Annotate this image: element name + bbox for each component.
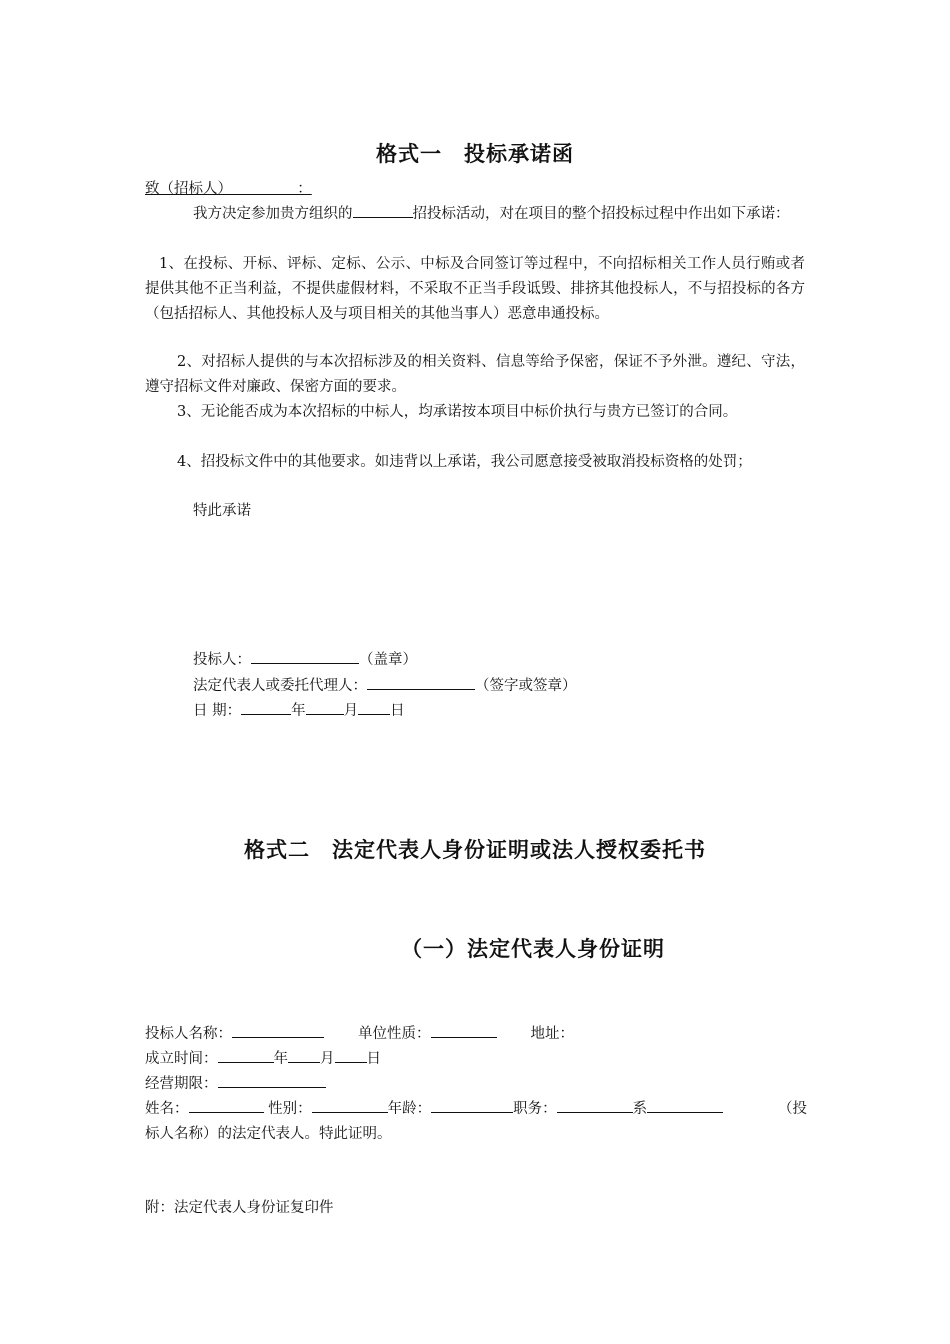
is-label: 系 xyxy=(632,1101,648,1117)
unit-nature-blank xyxy=(431,1022,497,1038)
gender-blank xyxy=(312,1097,388,1113)
commitment-item-3: 3、无论能否成为本次招标的中标人，均承诺按本项目中标价执行与贵方已签订的合同。 xyxy=(177,404,738,420)
gender-label: 性别： xyxy=(268,1101,312,1117)
bidder-name-blank xyxy=(232,1022,324,1038)
addressee-line xyxy=(145,177,312,202)
section2-subtitle: （一）法定代表人身份证明 xyxy=(401,937,665,961)
certification-line: 标人名称）的法定代表人。特此证明。 xyxy=(145,1126,392,1142)
date-line xyxy=(193,699,405,724)
addressee-text: 致（招标人） ： xyxy=(145,181,312,197)
intro-text-a: 我方决定参加贵方组织的 xyxy=(193,206,353,222)
position-blank xyxy=(557,1097,633,1113)
day-blank xyxy=(358,699,390,715)
company-blank xyxy=(647,1097,723,1113)
established-year-label: 年 xyxy=(273,1051,288,1067)
bidder-signature-line xyxy=(193,648,417,673)
year-blank xyxy=(241,699,291,715)
bidder-info-line xyxy=(145,1022,574,1047)
name-blank xyxy=(189,1097,264,1113)
section2-title: 格式二 法定代表人身份证明或法人授权委托书 xyxy=(244,838,706,862)
project-blank xyxy=(353,202,413,218)
term-line xyxy=(145,1072,326,1097)
unit-nature-label: 单位性质： xyxy=(358,1026,431,1042)
date-label: 日 期： xyxy=(193,703,242,719)
bidder-suffix: （盖章） xyxy=(359,652,417,668)
intro-text-b: 招投标活动，对在项目的整个招投标过程中作出如下承诺： xyxy=(412,206,790,222)
representative-suffix: （签字或签章） xyxy=(475,678,577,694)
established-month-label: 月 xyxy=(320,1051,335,1067)
established-line xyxy=(145,1047,381,1072)
closing-text: 特此承诺 xyxy=(193,503,251,519)
established-label: 成立时间： xyxy=(145,1051,218,1067)
representative-signature-line xyxy=(193,674,577,699)
established-month-blank xyxy=(288,1047,320,1063)
commitment-item-2: 2、对招标人提供的与本次招标涉及的相关资料、信息等给予保密，保证不予外泄。遵纪、守法，遵守招标文件对廉政、保密方面的要求。 xyxy=(145,354,805,395)
address-label: 地址： xyxy=(530,1026,574,1042)
representative-blank xyxy=(367,674,475,690)
bidder-label: 投标人： xyxy=(193,652,251,668)
attachment-note: 附：法定代表人身份证复印件 xyxy=(145,1200,334,1216)
term-label: 经营期限： xyxy=(145,1076,218,1092)
established-day-label: 日 xyxy=(366,1051,381,1067)
tail-text-a: （投 xyxy=(778,1101,807,1117)
bidder-blank xyxy=(251,648,359,664)
month-blank xyxy=(306,699,344,715)
established-year-blank xyxy=(218,1047,274,1063)
representative-label: 法定代表人或委托代理人： xyxy=(193,678,367,694)
representative-info-line xyxy=(145,1097,807,1122)
term-blank xyxy=(218,1072,326,1088)
section1-title: 格式一 投标承诺函 xyxy=(376,142,574,166)
commitment-item-1: 1、在投标、开标、评标、定标、公示、中标及合同签订等过程中，不向招标相关工作人员行贿或者提供其他不正当利益，不提供虚假材料，不采取不正当手段诋毁、排挤其他投标人，不与招投标的各方（包括招标人、其他投标人及与项目相关的其他当事人）恶意串通投标。 xyxy=(145,256,805,322)
intro-paragraph xyxy=(145,202,805,227)
year-label: 年 xyxy=(291,703,306,719)
bidder-name-label: 投标人名称： xyxy=(145,1026,232,1042)
position-label: 职务： xyxy=(513,1101,557,1117)
month-label: 月 xyxy=(343,703,359,719)
commitment-item-4: 4、招投标文件中的其他要求。如违背以上承诺，我公司愿意接受被取消投标资格的处罚； xyxy=(177,454,752,470)
established-day-blank xyxy=(335,1047,367,1063)
name-label: 姓名： xyxy=(145,1101,189,1117)
day-label: 日 xyxy=(390,703,405,719)
age-label: 年龄： xyxy=(387,1101,432,1117)
age-blank xyxy=(431,1097,513,1113)
